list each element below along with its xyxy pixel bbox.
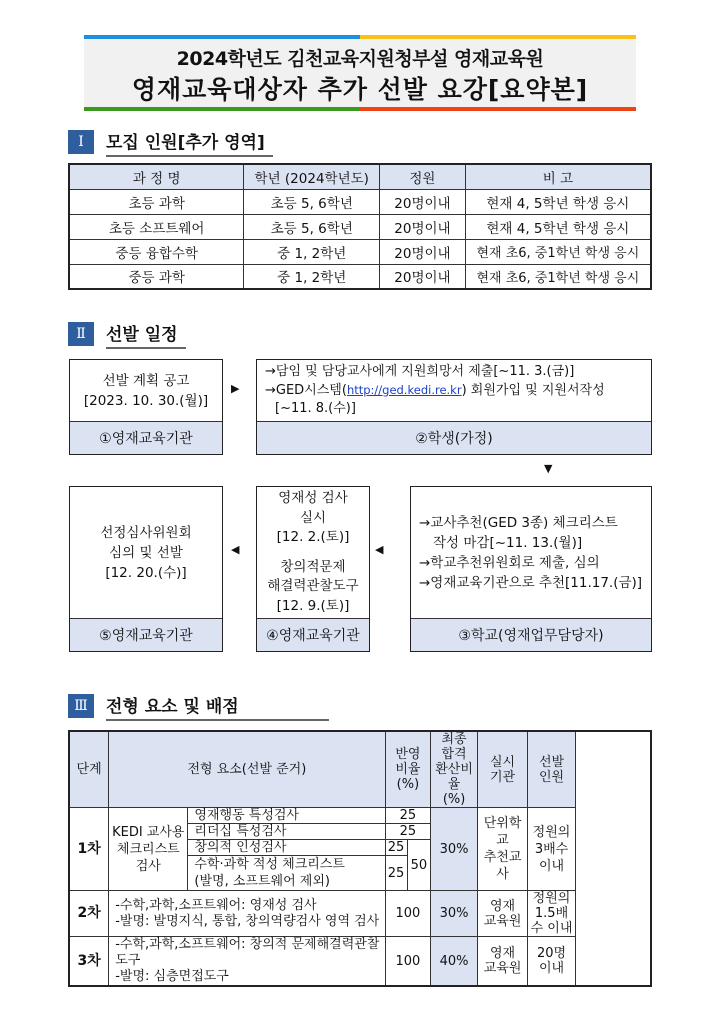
col-element: 전형 요소(선발 준거) bbox=[109, 731, 385, 808]
col-final-ratio bbox=[431, 731, 478, 808]
step-4-date-2: [12. 9.(토)] bbox=[276, 597, 350, 614]
round-2-quota bbox=[528, 891, 576, 937]
round-3-agency bbox=[477, 937, 527, 987]
col-course: 과 정 명 bbox=[69, 164, 244, 189]
stage-2: 2차 bbox=[69, 891, 109, 937]
round-1-quota bbox=[528, 808, 576, 891]
col-grade: 학년 (2024학년도) bbox=[244, 164, 380, 189]
step-2-prefix: →GED시스템( bbox=[265, 383, 347, 398]
final-line: (%) bbox=[442, 792, 466, 807]
table-row bbox=[69, 937, 651, 987]
step-4-line-2: 실시 bbox=[299, 509, 327, 526]
round-2-ratio: 100 bbox=[385, 891, 431, 937]
table-header-row bbox=[69, 164, 651, 189]
step-3-line-1: →교사추천(GED 3종) 체크리스트 bbox=[419, 514, 618, 531]
step-2-line-3: [~11. 8.(수)] bbox=[275, 401, 356, 416]
title-line-1: 2024학년도 김천교육지원청부설 영재교육원 bbox=[176, 48, 544, 70]
element-line: -수학,과학,소프트웨어: 영재성 검사 bbox=[115, 897, 317, 913]
title-top-bar bbox=[84, 35, 636, 39]
item-score: 25 bbox=[385, 808, 431, 824]
cell-quota: 20명이내 bbox=[380, 264, 466, 289]
cell-course: 중등 융합수학 bbox=[69, 239, 244, 264]
cell-quota: 20명이내 bbox=[380, 239, 466, 264]
step-1-title: 선발 계획 공고 bbox=[102, 372, 190, 389]
element-line: -수학,과학,소프트웨어: 창의적 문제해결력관찰도구 bbox=[115, 937, 380, 968]
col-ratio bbox=[385, 731, 431, 808]
quota-line: 인원 bbox=[538, 769, 565, 785]
item-score: 25 bbox=[385, 824, 431, 840]
step-4-line-4: 창의적문제 bbox=[280, 558, 346, 575]
quota-line: 정원의 bbox=[532, 824, 571, 840]
step-3-box bbox=[410, 486, 652, 652]
step-4-line-1: 영재성 검사 bbox=[278, 490, 348, 506]
step-1-date: [2023. 10. 30.(월)] bbox=[83, 392, 209, 409]
agency-line: 교육원 bbox=[483, 961, 522, 976]
item-score: 25 bbox=[385, 840, 407, 856]
agency-line: 추천교사 bbox=[483, 850, 522, 882]
round-3-final: 40% bbox=[431, 937, 478, 987]
title-line-2: 영재교육대상자 추가 선발 요강[요약본] bbox=[131, 75, 589, 104]
table-row bbox=[69, 189, 651, 214]
step-4-box bbox=[256, 486, 370, 652]
step-4-line-5: 해결력관찰도구 bbox=[267, 578, 359, 594]
table-row bbox=[69, 891, 651, 937]
table-row bbox=[69, 264, 651, 289]
cell-grade: 초등 5, 6학년 bbox=[244, 214, 380, 239]
round-2-agency bbox=[477, 891, 527, 937]
col-quota: 정원 bbox=[380, 164, 466, 189]
table-row bbox=[69, 808, 651, 824]
col-agency bbox=[477, 731, 527, 808]
step-3-owner: ③학교(영재업무담당자) bbox=[411, 618, 651, 651]
ratio-line: 반영 bbox=[395, 747, 421, 762]
quota-line: 선발 bbox=[538, 754, 565, 770]
combined-score: 50 bbox=[407, 840, 431, 891]
quota-line: 3배수 이내 bbox=[534, 841, 569, 874]
cell-grade: 중 1, 2학년 bbox=[244, 264, 380, 289]
step-4-date-1: [12. 2.(토)] bbox=[276, 529, 350, 545]
arrow-down-icon: ▼ bbox=[544, 462, 553, 475]
table-row bbox=[69, 239, 651, 264]
step-3-line-3: →학교추천위원회로 제출, 심의 bbox=[419, 554, 600, 571]
step-4-owner: ④영재교육기관 bbox=[257, 618, 369, 651]
section-1-title: 모집 인원[추가 영역] bbox=[106, 128, 273, 157]
arrow-right-icon: ▶ bbox=[231, 382, 240, 395]
cell-note: 현재 초6, 중1학년 학생 응시 bbox=[465, 264, 651, 289]
quota-line: 1.5배수 이내 bbox=[530, 906, 573, 936]
section-1-number: Ⅰ bbox=[68, 130, 94, 154]
step-2-line-1: →담임 및 담당교사에게 지원희망서 제출[~11. 3.(금)] bbox=[265, 364, 575, 379]
quota-line: 정원의 bbox=[532, 891, 571, 906]
arrow-left-icon: ◀ bbox=[231, 543, 240, 556]
step-5-line-1: 선정심사위원회 bbox=[100, 524, 192, 541]
table-row bbox=[69, 214, 651, 239]
table-header-row bbox=[69, 731, 651, 808]
round-3-quota: 20명 이내 bbox=[528, 937, 576, 987]
step-3-line-2: 작성 마감[~11. 13.(월)] bbox=[433, 534, 583, 551]
item-name bbox=[188, 856, 385, 891]
title-bottom-bar bbox=[84, 107, 636, 111]
section-3-number: Ⅲ bbox=[68, 694, 94, 718]
step-1-owner: ①영재교육기관 bbox=[70, 421, 222, 454]
col-stage: 단계 bbox=[69, 731, 109, 808]
group-line: KEDI 교사용 bbox=[112, 824, 185, 840]
round-2-elements bbox=[109, 891, 385, 937]
group-line: 체크리스트 bbox=[116, 841, 180, 857]
cell-grade: 중 1, 2학년 bbox=[244, 239, 380, 264]
section-3-title: 전형 요소 및 배점 bbox=[106, 692, 329, 721]
agency-line: 기관 bbox=[489, 769, 516, 785]
agency-line: 단위학교 bbox=[483, 816, 522, 848]
round-3-ratio: 100 bbox=[385, 937, 431, 987]
agency-line: 영재 bbox=[489, 946, 516, 961]
step-2-suffix: ) 회원가입 및 지원서작성 bbox=[461, 383, 605, 398]
stage-3: 3차 bbox=[69, 937, 109, 987]
cell-course: 초등 과학 bbox=[69, 189, 244, 214]
round-2-final: 30% bbox=[431, 891, 478, 937]
item-name: 창의적 인성검사 bbox=[188, 840, 385, 856]
section-2-title: 선발 일정 bbox=[106, 320, 186, 349]
agency-line: 교육원 bbox=[483, 913, 522, 929]
round-1-final: 30% bbox=[431, 808, 478, 891]
cell-quota: 20명이내 bbox=[380, 214, 466, 239]
element-line: -발명: 발명지식, 통합, 창의역량검사 영역 검사 bbox=[115, 913, 380, 929]
ratio-line: (%) bbox=[396, 777, 420, 792]
cell-course: 초등 소프트웨어 bbox=[69, 214, 244, 239]
col-quota bbox=[528, 731, 576, 808]
step-2-box bbox=[256, 359, 652, 455]
step-5-owner: ⑤영재교육기관 bbox=[70, 618, 222, 651]
item-name-line: (발명, 소프트웨어 제외) bbox=[194, 874, 330, 889]
section-2-header bbox=[68, 320, 186, 348]
round-1-agency bbox=[477, 808, 527, 891]
step-2-owner: ②학생(가정) bbox=[257, 421, 651, 454]
section-3-header bbox=[68, 692, 329, 720]
cell-course: 중등 과학 bbox=[69, 264, 244, 289]
cell-grade: 초등 5, 6학년 bbox=[244, 189, 380, 214]
final-line: 합격 bbox=[441, 747, 467, 762]
step-5-line-2: 심의 및 선발 bbox=[109, 544, 183, 561]
col-note: 비 고 bbox=[465, 164, 651, 189]
ged-link[interactable]: http://ged.kedi.re.kr bbox=[346, 383, 462, 397]
agency-line: 실시 bbox=[489, 754, 516, 770]
title-banner bbox=[84, 35, 636, 111]
final-line: 환산비율 bbox=[435, 762, 473, 792]
agency-line: 영재 bbox=[489, 898, 516, 914]
recruitment-table bbox=[68, 163, 652, 290]
stage-1: 1차 bbox=[69, 808, 109, 891]
final-line: 최종 bbox=[441, 732, 467, 747]
item-name: 리더십 특성검사 bbox=[188, 824, 385, 840]
section-1-header bbox=[68, 128, 273, 156]
selection-criteria-table bbox=[68, 730, 652, 987]
cell-note: 현재 4, 5학년 학생 응시 bbox=[465, 189, 651, 214]
item-name-line: 수학·과학 적성 체크리스트 bbox=[194, 857, 345, 872]
ratio-line: 비율 bbox=[395, 762, 421, 777]
item-score: 25 bbox=[385, 856, 407, 891]
cell-note: 현재 4, 5학년 학생 응시 bbox=[465, 214, 651, 239]
section-2-number: Ⅱ bbox=[68, 322, 94, 346]
round-1-group bbox=[109, 808, 188, 891]
step-1-box bbox=[69, 359, 223, 455]
round-3-elements bbox=[109, 937, 385, 987]
element-line: -발명: 심층면접도구 bbox=[115, 969, 229, 984]
step-3-line-4: →영재교육기관으로 추천[11.17.(금)] bbox=[419, 574, 643, 591]
group-line: 검사 bbox=[135, 858, 161, 874]
step-5-box bbox=[69, 486, 223, 652]
step-5-date: [12. 20.(수)] bbox=[105, 564, 187, 581]
step-2-line-2 bbox=[265, 381, 605, 400]
item-name: 영재행동 특성검사 bbox=[188, 808, 385, 824]
arrow-left-icon: ◀ bbox=[375, 543, 384, 556]
cell-quota: 20명이내 bbox=[380, 189, 466, 214]
cell-note: 현재 초6, 중1학년 학생 응시 bbox=[465, 239, 651, 264]
